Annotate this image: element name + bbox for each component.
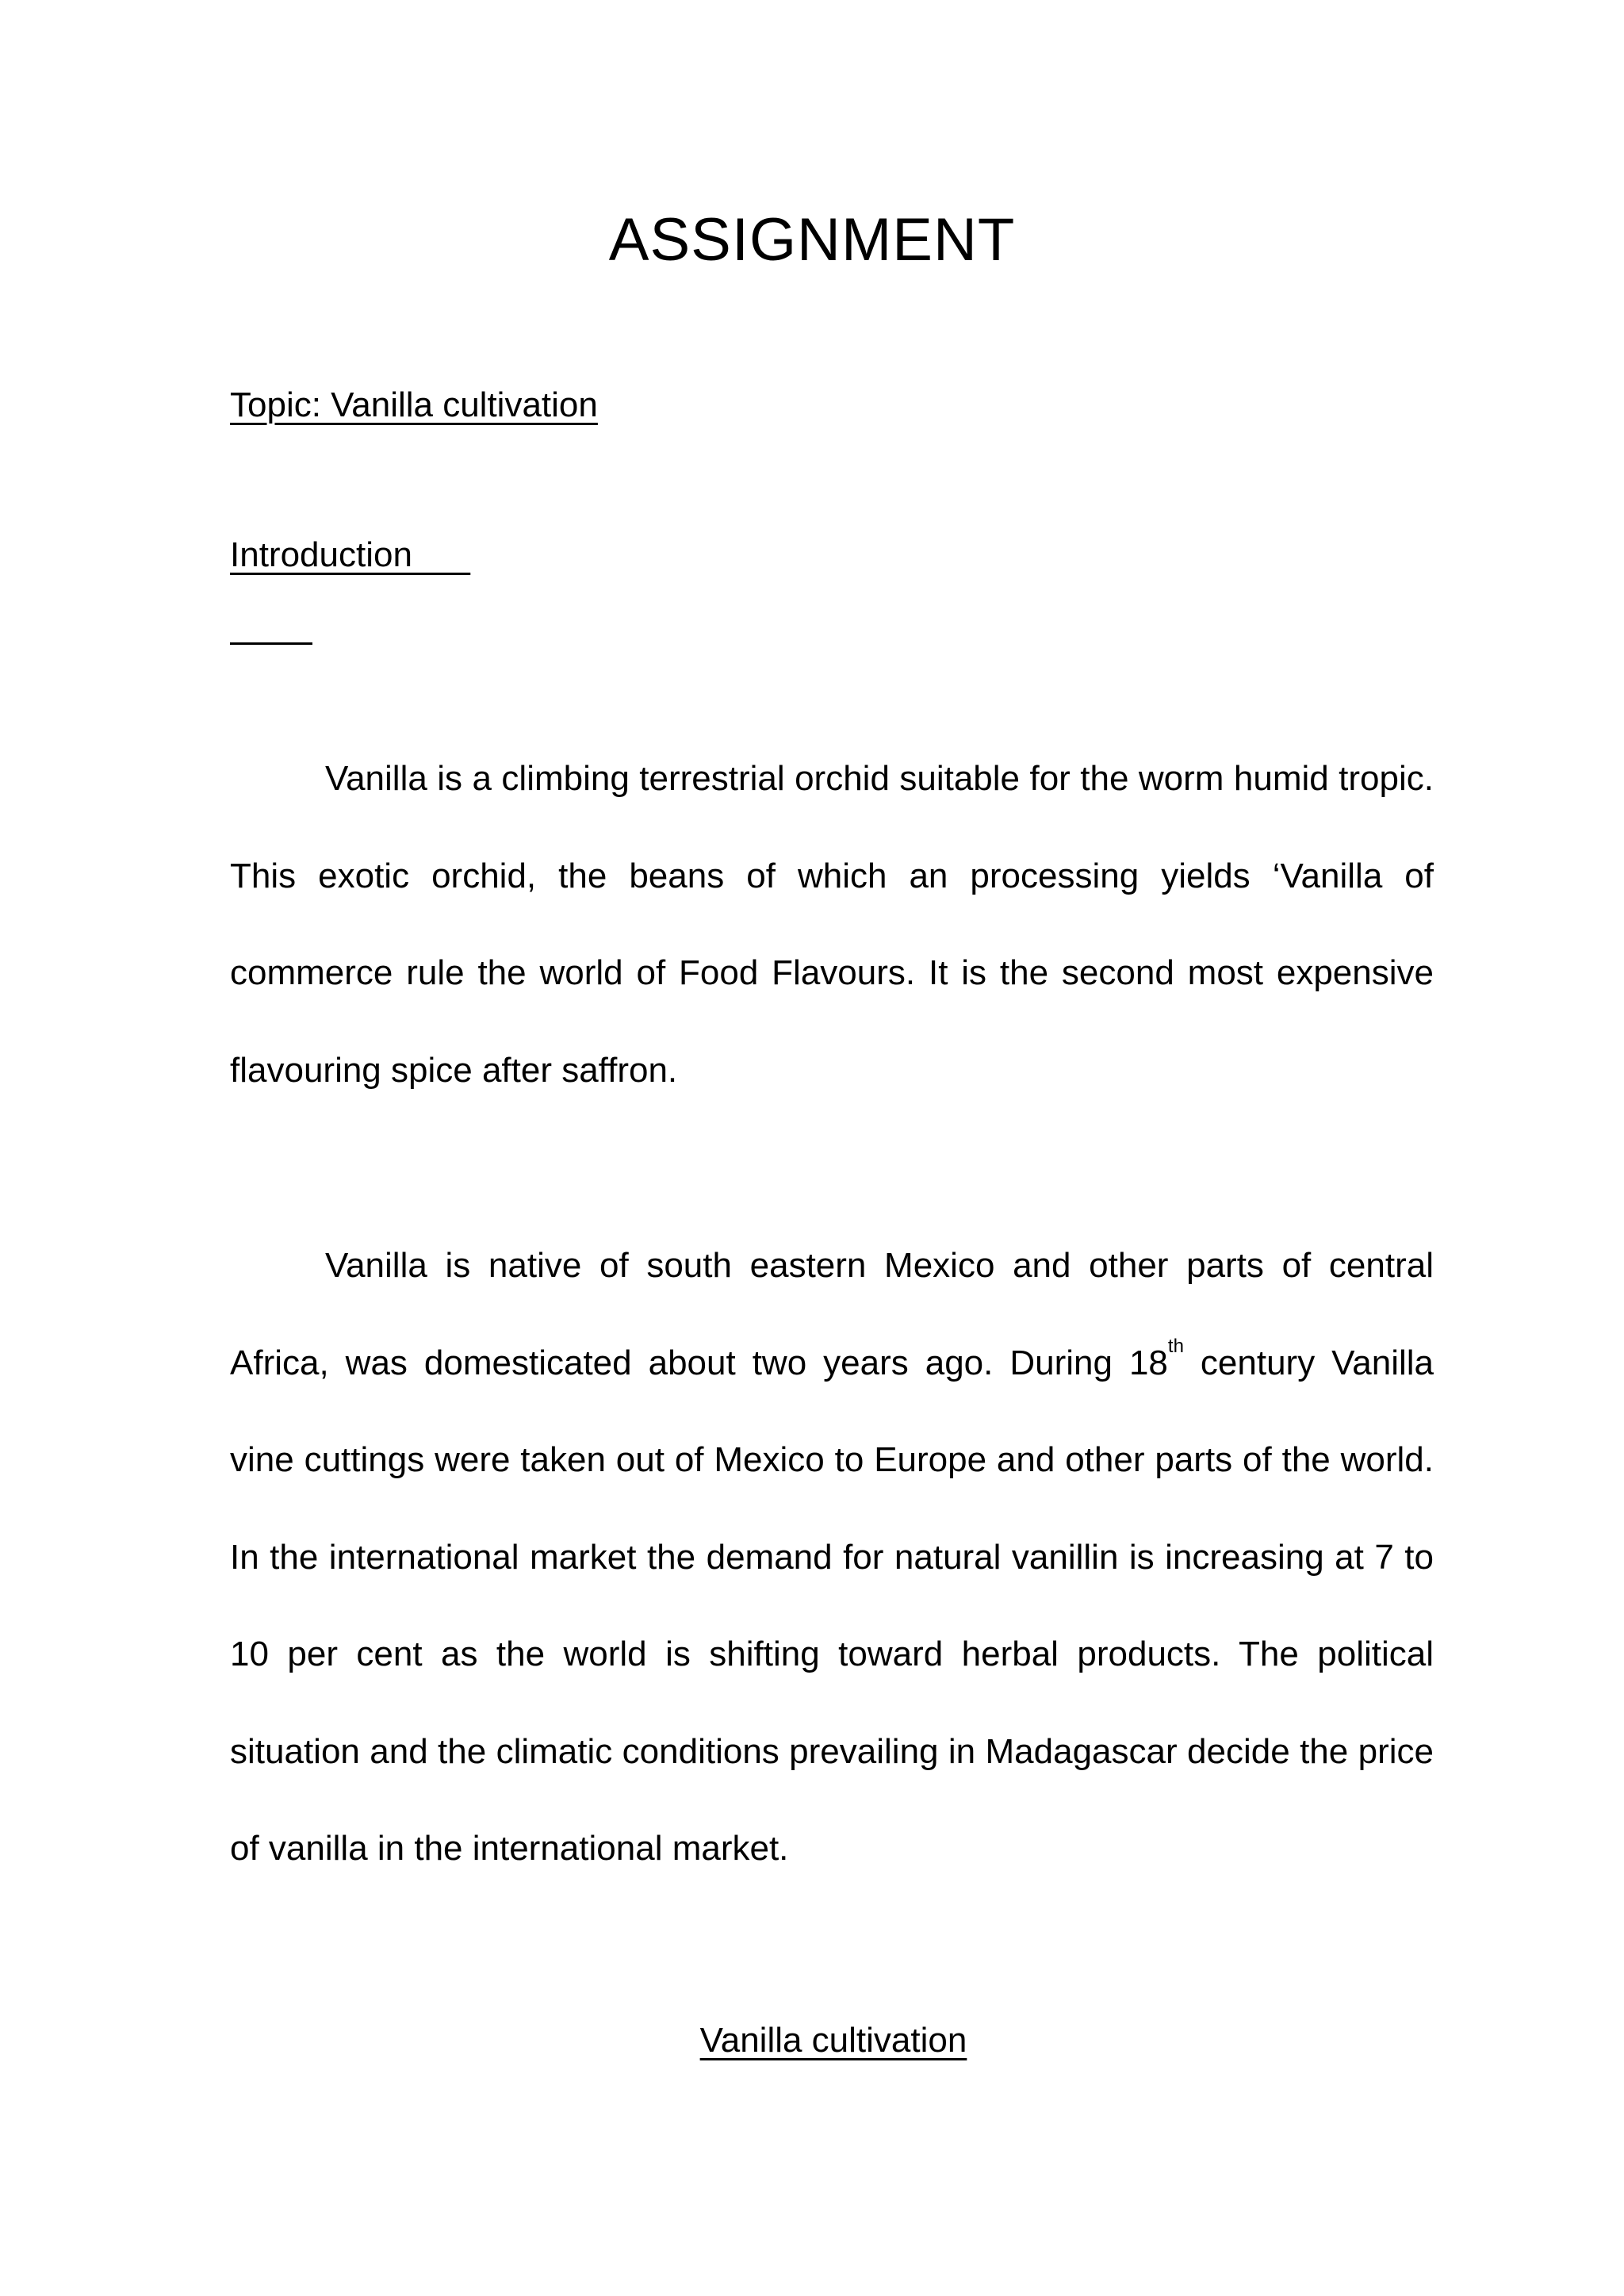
introduction-paragraph-1: Vanilla is a climbing terrestrial orchid suitable for the worm humid tropic. This exotic orchid, the beans of which an processing yields ‘Vanilla of commerce rule the world of Food Flavours. It is the second most expensive flavouring spice after saffron. bbox=[230, 759, 1434, 1090]
paragraph-2-text-start: Vanilla is native of south eastern Mexico and other parts of central Africa, was domesticated about two years ago. During 18 bbox=[230, 1246, 1434, 1382]
paragraph-2-text-end: century Vanilla vine cuttings were taken out of Mexico to Europe and other parts of the world. In the international market the demand for natural vanillin is increasing at 7 to 10 per cent as the world is shifting toward herbal products. The political situation and the climatic conditions prevailing in Madagascar decide the price of vanilla in the international market. bbox=[230, 1343, 1434, 1868]
section-heading-vanilla-cultivation: Vanilla cultivation bbox=[699, 2021, 967, 2060]
introduction-underline-rule bbox=[230, 642, 312, 645]
topic-heading: Topic: Vanilla cultivation bbox=[230, 385, 598, 424]
introduction-paragraph-2 bbox=[230, 1217, 1434, 1898]
introduction-heading: Introduction bbox=[230, 535, 471, 574]
document-title: ASSIGNMENT bbox=[608, 206, 1016, 274]
ordinal-superscript: th bbox=[1167, 1335, 1184, 1357]
